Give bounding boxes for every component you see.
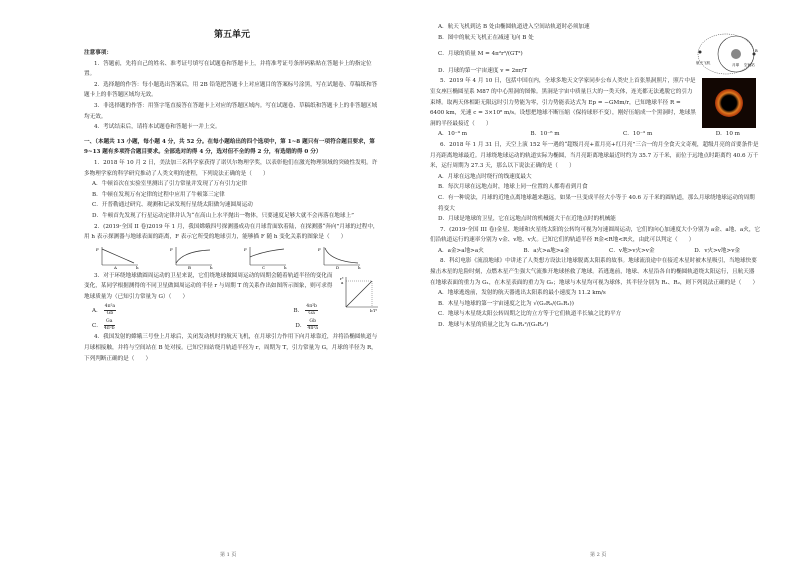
q4-label-shuttle: 航天飞机 [696,61,711,65]
q5-options [430,129,760,140]
q1-option-c: C．开普勒通过研究、观测和记录发现行星绕太阳做匀速圆周运动 [92,202,253,209]
q2-label-c: C [262,264,266,269]
q2-label-b: B [188,264,191,269]
q8-option-b: B．木星与地球的第一宇宙速度之比为 √(G₂R₂/(G₁R₁)) [438,300,574,307]
notice-item: 3．非选择题的作答：用签字笔直接答在答题卡上对应的答题区域内。写在试题卷、草稿纸和答题卡上的非答题区域均无效。 [84,102,378,120]
question-1-stem: 1．2018 年 10 月 2 日，美法加三名科学家获得了诺贝尔物理学奖，以表彰他们在激光物理领域的突破性发明。许多物理学家的科学研究推动了人类文明的进程，下列说法正确的是（ ） [84,159,378,177]
q4-option-d: D．月球的第一宇宙速度 v = 2πr/T [438,67,528,74]
q2-graph-c [244,245,290,269]
q2-axis-x: h [284,264,287,269]
q2-axis-x: h [210,264,213,269]
q3-option-c: C． $\frac{Ga}{\text{4π²b}}$ [92,319,115,332]
q6-option-b: B．每次月球在远地点时，地球上同一位置的人都将看到月食 [438,184,588,191]
q7-options [430,246,760,257]
q7-option-c: C．v地>v火>v金 [609,247,655,254]
q2-axis-x: h [358,264,361,269]
notice-item: 1．答题前，先将自己的姓名、准考证号填写在试题卷和答题卡上，并将准考证号条形码粘贴在答题卡上的指定位置。 [84,60,372,78]
q2-graphs [84,245,380,269]
black-hole-image [702,78,756,128]
notice-heading: 注意事项： [84,50,112,56]
question-2-stem: 2．(2019·全国 II 卷)2019 年 1 月，我国嫦娥四号探测器成功在月球背面软着陆，在探测器“奔向”月球的过程中，用 h 表示探测器与地球表面的距离，F 表示它所受的地球引力，能够描 F 随 h 变化关系的图象是（ ） [84,223,379,241]
q1-option-a: A．牛顿首次在实验室里测出了引力常量并发现了万有引力定律 [92,181,248,188]
question-8-stem: 8．科幻电影《流浪地球》中讲述了人类想方设法让地球脱离太阳系的故事。地球流浪途中在接近木星时被木星吸引，当地球快要撞击木星的危险时刻，点燃木星产生强大气流推开地球拯救了地球。若逃逸前，地球、木星沿各自的椭圆轨道绕太阳运行，且航天器在地球表面的重力为 G₁，在木星表面的重力为 G₂；地球与木星均可视为球体，其半径分别为 R₁、R₂，则下列说法正确的是（ ） [430,258,759,286]
question-3-stem: 3．对于环绕地球做圆周运动的卫星来说，它们绕地球做圆周运动的周期会随着轨道半径的变化而变化，某同学根据测得的不同卫星做圆周运动的半径 r 与周期 T 的关系作出如图所示图象，则可求得地球质量为（已知引力常量为 G）（ ） [84,272,333,300]
right-column [430,22,760,331]
q4-option-a: A．航天飞机到达 B 处由椭圆轨道进入空间站轨道时必须加速 [438,24,590,30]
q5-option-b: B．10⁻⁶ m [530,131,560,138]
q3-graph [340,275,380,313]
q3-option-a: A． $\frac{\text{4π²a}}{Gb}$ [92,304,116,317]
q2-label-a: A [114,264,117,269]
q3-axis-y: r³ [340,275,344,281]
question-5-stem: 5．2019 年 4 月 10 日，包括中国在内，全球多地天文学家同步公布人类史上首张黑洞照片，照片中是室女座巨椭圆星系 M87 的中心黑洞的图像。黑洞是宇宙中质量巨大的一类天体，连光都无法逃脱它的引力束缚。取两天体相距无限远时引力势能为零，引力势能表达式为 Ep = −GMm/r，已知地球半径 R = 6400 km，光速 c = 3×10⁸ m/s。设想把地球不断压缩（保持球形不变），刚好压缩成一个黑洞时，地球黑洞的半径最接近（ ） [430,78,696,127]
q2-graph-d [318,245,364,269]
footer-page-right: 第 2 页 [590,552,607,558]
q3-point-a: a [341,279,344,285]
q7-option-a: A．a金>a地>a火 [438,247,484,254]
q2-axis-y: F [244,246,247,252]
q3-option-d: D． $\frac{Gb}{\text{4π²a}}$ [295,319,318,332]
notice-item: 2．选择题的作答：每小题选出答案后，用 2B 铅笔把答题卡上对应题目的答案标号涂黑，写在试题卷、草稿纸和答题卡上的非答题区域均无效。 [84,81,378,99]
q4-label-moon: 月球 [732,63,740,67]
q6-option-a: A．月球在远地点时绕行的线速度最大 [438,173,532,180]
q8-option-c: C．地球与木星绕太阳公转周期之比的立方等于它们轨道半长轴之比的平方 [438,311,622,318]
q4-label-station: 空间站 [744,63,755,67]
q2-graph-b [170,245,216,269]
q5-option-a: A．10⁻⁹ m [438,131,468,138]
q3-point-b: b [370,307,373,313]
q4-option-c: C．月球的质量 M = 4π²r³/(GT²) [438,51,523,58]
q3-axis-x: T² [373,307,378,313]
q8-option-d: D．地球与木星的质量之比为 G₁R₁²/(G₂R₂²) [438,322,549,329]
q3-option-b: B． $\frac{\text{4π²b}}{Ga}$ [293,304,317,317]
left-column [84,22,380,364]
q4-orbit-figure [696,22,760,84]
q2-label-d: D [336,264,340,269]
question-7-stem: 7．(2019·全国 III 卷)金星、地球和火星绕太阳的公转均可视为匀速圆周运动，它们的向心加速度大小分别为 a金、a地、a火，它们沿轨道运行的速率分别为 v金、v地、v火。已知它们的轨道半径 R金<R地<R火，由此可以判定（ ） [430,226,761,244]
q2-axis-x: h [136,264,139,269]
q7-option-b: B．a火>a地>a金 [523,247,570,254]
q5-option-d: D．10 m [715,131,740,138]
q6-option-c: C．有一种说法，月球的近地点离地球越来越远，如果一旦变成半径大小等于 40.6 万千米的圆轨道，那么月球绕地球运动的周期将变大 [438,194,755,212]
section-heading: 一、（本题共 13 小题，每小题 4 分，共 52 分。在每小题给出的四个选项中，第 1~8 题只有一项符合题目要求，第 9~13 题有多项符合题目要求。全部选对的得 4 分，选对但不全的得 2 分，有选错的得 0 分） [84,138,375,156]
q1-option-d: D．牛顿首先发现了行星运动定律并认为“在高山上水平抛出一物体，只要速度足够大就不会再落在地球上” [92,212,354,219]
q7-option-d: D．v火>v地>v金 [694,247,740,254]
q3-options [84,304,380,317]
q2-graph-a [96,245,142,269]
q2-axis-y: F [170,246,173,252]
question-6-stem: 6．2018 年 1 月 31 日，天空上演 152 年一遇的“超级月亮+蓝月亮+红月亮”三合一的月全食天文奇观，超级月亮的首要条件是月亮距离地球最近。月球绕地球运动的轨道实际为椭圆，当月亮距离地球最近时约为 35.7 万千米，而位于远地点时距离约 40.6 万千米，运行周期为 27.3 天，那么以下说法正确的是（ ） [430,141,759,170]
q4-option-b: B．图中的航天飞机正在减速飞向 B 处 [438,34,534,41]
footer-page-left: 第 1 页 [220,552,237,558]
q3-options-2 [84,319,380,332]
q2-axis-y: F [318,246,321,252]
q4-label-b: B [755,49,758,53]
question-4-stem: 4．我国发射的嫦娥三号登上月球后，关闭发动机时的航天飞机，在月球引力作用下向月球靠近，并将沿椭圆轨道与月球相接触，并将与空间站在 B 处对接。已知空间站绕月轨道半径为 r，周期为 T，引力常量为 G，月球的半径为 R，下列判断正确的是（ ） [84,334,378,362]
q5-option-c: C．10⁻³ m [622,131,653,138]
notice-item: 4．考试结束后，请将本试题卷和答题卡一并上交。 [94,124,221,131]
q8-option-a: A．地球逃逸前，发射的航天器逃出太阳系的最小速度为 11.2 km/s [438,290,606,297]
page-title: 第五单元 [213,30,250,40]
q6-option-d: D．月球是地球的卫星，它在远地点时的机械能大于在近地点时的机械能 [438,216,616,223]
moon-icon [731,49,741,59]
q1-option-b: B．牛顿在发现万有定律的过程中应用了牛顿第三定律 [92,191,225,198]
shuttle-icon [699,51,702,54]
q2-axis-y: F [96,246,99,252]
